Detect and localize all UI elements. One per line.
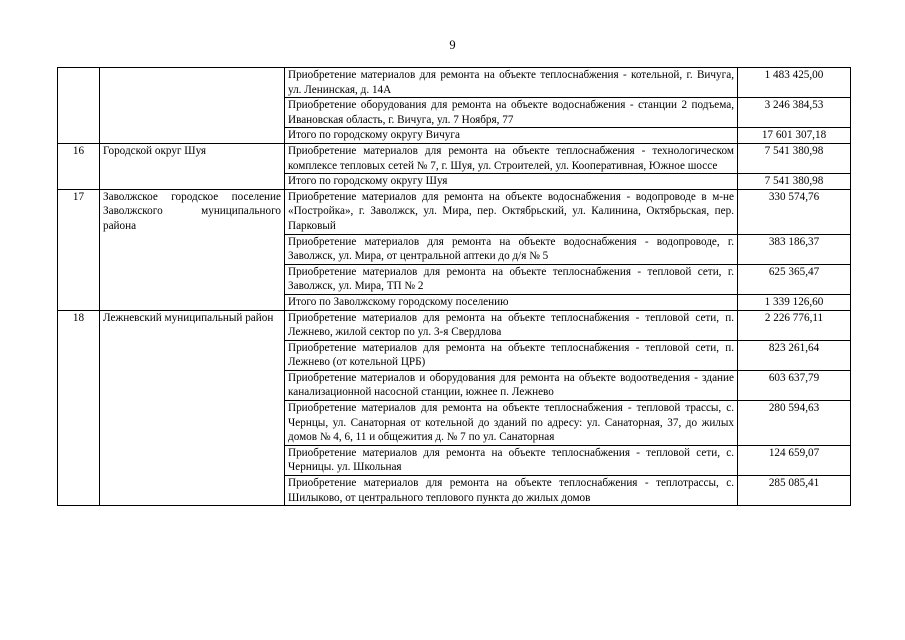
description-cell: Приобретение материалов для ремонта на объекте водоснабжения - водопроводе в м-не «Постройка», г. Заволжск, ул. Мира, пер. Октябрьский, ул. Калинина, Октябрьская, пер. Парковый [285, 189, 738, 234]
subtotal-label-cell: Итого по городскому округу Вичуга [285, 128, 738, 144]
municipality-cell: Городской округ Шуя [100, 143, 285, 189]
amount-cell: 625 365,47 [738, 264, 851, 294]
municipality-cell: Заволжское городское поселение Заволжского муниципального района [100, 189, 285, 310]
amount-cell: 1 483 425,00 [738, 68, 851, 98]
row-number-cell: 16 [58, 143, 100, 189]
subtotal-label-cell: Итого по городскому округу Шуя [285, 174, 738, 190]
page-number: 9 [449, 38, 456, 52]
description-cell: Приобретение материалов для ремонта на объекте теплоснабжения - тепловой сети, п. Лежнево (от котельной ЦРБ) [285, 340, 738, 370]
table-row [58, 310, 851, 340]
row-number-cell: 17 [58, 189, 100, 310]
amount-cell: 285 085,41 [738, 476, 851, 506]
description-cell: Приобретение материалов для ремонта на объекте водоснабжения - водопроводе, г. Заволжск, ул. Мира, от центральной аптеки до д/я № 5 [285, 234, 738, 264]
description-cell: Приобретение материалов для ремонта на объекте теплоснабжения - тепловой сети, с. Черницы. ул. Школьная [285, 445, 738, 475]
description-cell: Приобретение материалов для ремонта на объекте теплоснабжения - котельной, г. Вичуга, ул. Ленинская, д. 14А [285, 68, 738, 98]
row-number-cell: 18 [58, 310, 100, 506]
subtotal-label-cell: Итого по Заволжскому городскому поселению [285, 294, 738, 310]
subtotal-amount-cell: 7 541 380,98 [738, 174, 851, 190]
description-cell: Приобретение материалов для ремонта на объекте теплоснабжения - тепловой сети, п. Лежнево, жилой сектор по ул. 3-я Свердлова [285, 310, 738, 340]
amount-cell: 383 186,37 [738, 234, 851, 264]
row-number-cell [58, 68, 100, 144]
amount-cell: 3 246 384,53 [738, 98, 851, 128]
description-cell: Приобретение материалов для ремонта на объекте теплоснабжения - технологическом комплексе тепловых сетей № 7, г. Шуя, ул. Строителей, ул. Кооперативная, Южное шоссе [285, 143, 738, 173]
description-cell: Приобретение материалов для ремонта на объекте теплоснабжения - тепловой трассы, с. Чернцы, ул. Санаторная от котельной до зданий по адресу: ул. Санаторная, 37, до жилых домов № 4, 6, 11 и общежития д. № 7 по ул. Санаторная [285, 401, 738, 446]
funding-table [57, 67, 851, 506]
description-cell: Приобретение материалов для ремонта на объекте теплоснабжения - тепловой сети, г. Заволжск, ул. Мира, ТП № 2 [285, 264, 738, 294]
subtotal-amount-cell: 1 339 126,60 [738, 294, 851, 310]
municipality-cell [100, 68, 285, 144]
table-row [58, 189, 851, 234]
amount-cell: 7 541 380,98 [738, 143, 851, 173]
table-row [58, 143, 851, 173]
amount-cell: 124 659,07 [738, 445, 851, 475]
table-row [58, 68, 851, 98]
amount-cell: 2 226 776,11 [738, 310, 851, 340]
amount-cell: 330 574,76 [738, 189, 851, 234]
subtotal-amount-cell: 17 601 307,18 [738, 128, 851, 144]
description-cell: Приобретение материалов для ремонта на объекте теплоснабжения - теплотрассы, с. Шилыково, от центрального теплового пункта до жилых домов [285, 476, 738, 506]
amount-cell: 603 637,79 [738, 370, 851, 400]
amount-cell: 280 594,63 [738, 401, 851, 446]
municipality-cell: Лежневский муниципальный район [100, 310, 285, 506]
amount-cell: 823 261,64 [738, 340, 851, 370]
description-cell: Приобретение оборудования для ремонта на объекте водоснабжения - станции 2 подъема, Ивановская область, г. Вичуга, ул. 7 Ноября, 77 [285, 98, 738, 128]
description-cell: Приобретение материалов и оборудования для ремонта на объекте водоотведения - здание канализационной насосной станции, южнее п. Лежнево [285, 370, 738, 400]
